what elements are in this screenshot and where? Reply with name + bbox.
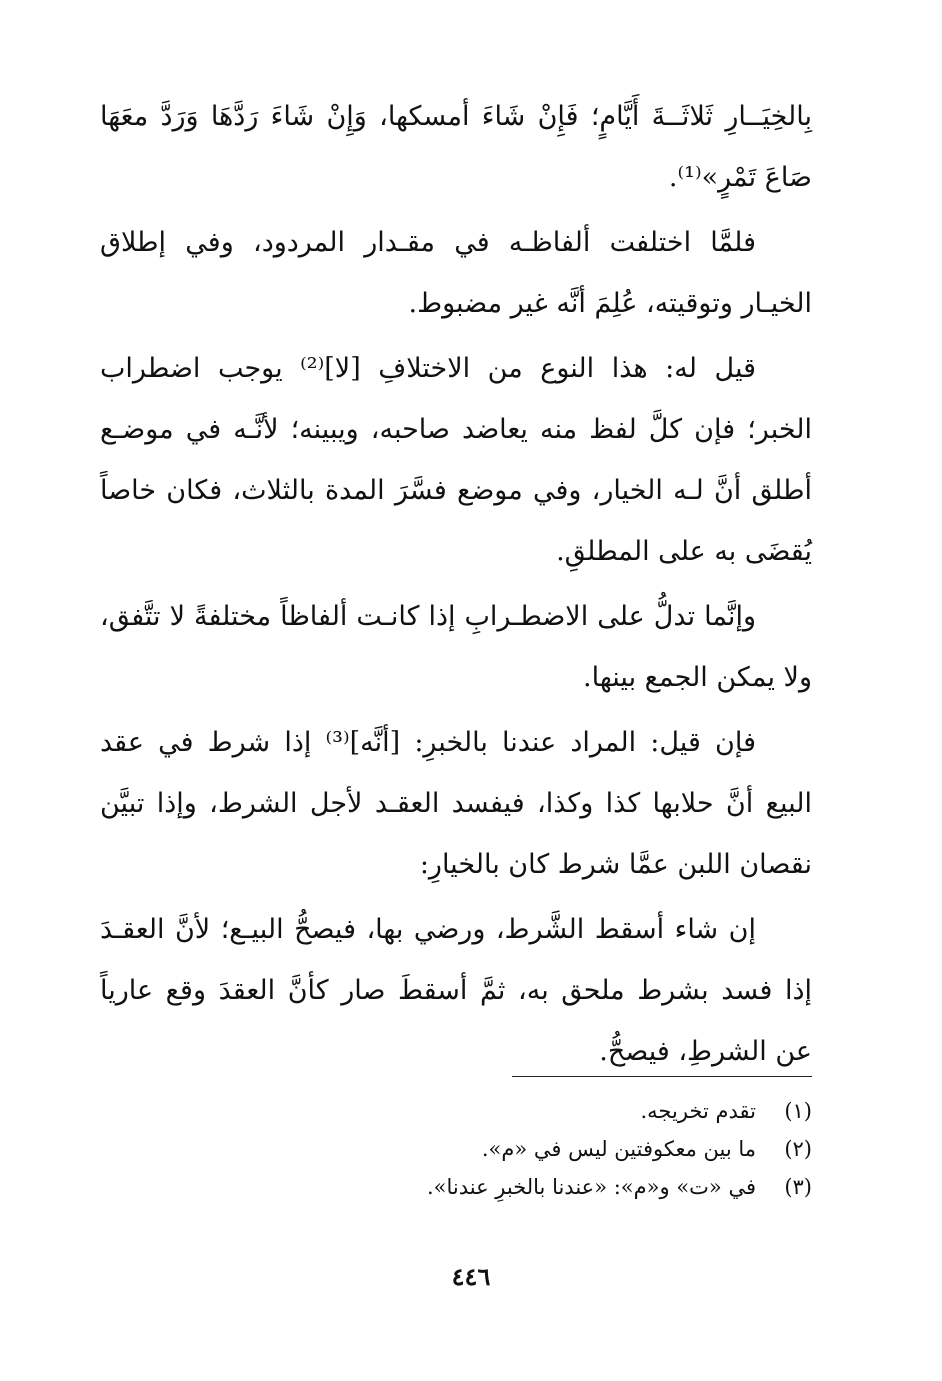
footnotes (100, 1092, 812, 1206)
paragraph-1: بِالخِيَــارِ ثَلاثَــةَ أَيَّامٍ؛ فَإِنْ شَاءَ أمسكها، وَإِنْ شَاءَ رَدَّهَا وَرَدَّ معَهَا صَاعَ تَمْرٍ»⁽¹⁾. (100, 101, 812, 193)
paragraph-4: وإنَّما تدلُّ على الاضطـرابِ إذا كانـت ألفاظاً مختلفةً لا تتَّفق، ولا يمكن الجمع بينها. (100, 601, 812, 693)
footnote-text: تقدم تخريجه. (640, 1099, 756, 1123)
footnote-2 (100, 1130, 812, 1168)
paragraph-2: فلمَّا اختلفت ألفاظـه في مقـدار المردود، وفي إطلاق الخيـار وتوقيته، عُلِمَ أنَّه غير مضبوط. (100, 227, 812, 319)
footnote-number: (٣) (784, 1175, 812, 1199)
footnote-number: (١) (784, 1099, 812, 1123)
page-number: ٤٤٦ (451, 1262, 491, 1291)
footnote-1 (100, 1092, 812, 1130)
footnote-text: في «ت» و«م»: «عندنا بالخبرِ عندنا». (426, 1175, 756, 1199)
main-text (100, 86, 812, 1086)
paragraph-3: قيل له: هذا النوع من الاختلافِ [لا]⁽²⁾ يوجب اضطراب الخبر؛ فإن كلَّ لفظ منه يعاضد صاحبه، ويبينه؛ لأنَّـه في موضـع أطلق أنَّ لـه الخيار، وفي موضع فسَّرَ المدة بالثلاث، فكان خاصاً يُقضَى به على المطلقِ. (100, 353, 812, 567)
paragraph-6: إن شاء أسقط الشَّرط، ورضي بها، فيصحُّ البيـع؛ لأنَّ العقـدَ إذا فسد بشرط ملحق به، ثمَّ أسقطَ صار كأنَّ العقدَ وقع عارياً عن الشرطِ، فيصحُّ. (100, 914, 812, 1067)
footnote-text: ما بين معكوفتين ليس في «م». (481, 1137, 756, 1161)
footnote-separator (512, 1076, 812, 1077)
footnote-3 (100, 1168, 812, 1206)
footnote-number: (٢) (784, 1137, 812, 1161)
paragraph-5: فإن قيل: المراد عندنا بالخبرِ: [أنَّه]⁽³⁾ إذا شرط في عقد البيع أنَّ حلابها كذا وكذا، فيفسد العقـد لأجل الشرط، وإذا تبيَّن نقصان اللبن عمَّا شرط كان بالخيارِ: (100, 727, 812, 880)
